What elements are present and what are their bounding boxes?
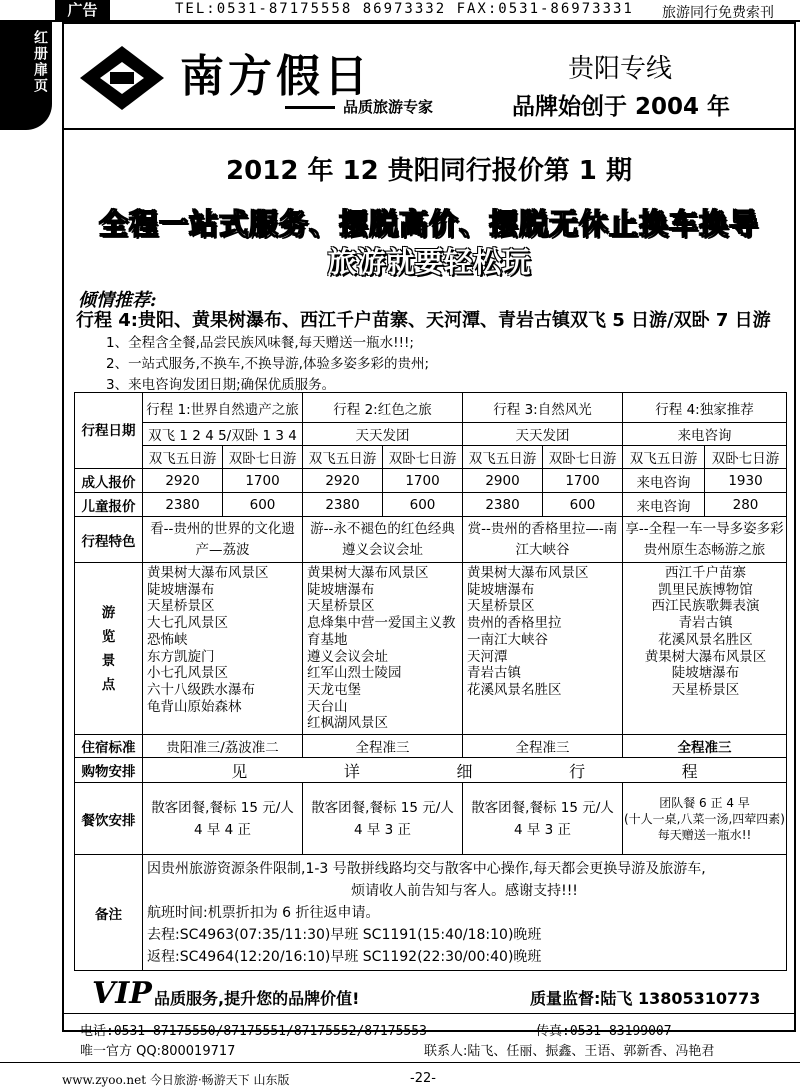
remark-line: 烦请收人前告知与客人。感谢支持!!!: [351, 882, 578, 899]
meal-text: (十人一桌,八菜一汤,四荤四素): [624, 811, 785, 826]
child-price: 2380: [303, 493, 383, 517]
spot-item: 黄果树大瀑布风景区: [147, 565, 269, 581]
row-label-spots: 游览景点: [75, 563, 143, 735]
child-price: 2380: [463, 493, 543, 517]
spot-item: 陡坡塘瀑布: [467, 581, 535, 598]
mode-cell: 双飞五日游: [143, 446, 223, 469]
meal-plan: [463, 783, 623, 855]
mode-cell: 双飞五日游: [463, 446, 543, 469]
meal-plan: [303, 783, 463, 855]
trip-name: 行程 1:世界自然遗产之旅: [143, 393, 303, 423]
spot-item: 天台山: [307, 698, 348, 715]
adult-price: 2900: [463, 469, 543, 493]
hotel-standard: 贵阳准三/荔波准二: [143, 735, 303, 758]
phone-numbers: 电话:0531-87175550/87175551/87175552/87175553: [80, 1024, 427, 1039]
spot-item: 天河潭: [467, 648, 508, 665]
spot-item: 天龙屯堡: [307, 681, 361, 698]
info-divider: [62, 1013, 796, 1014]
spot-item: 遵义会议会址: [307, 648, 388, 665]
spot-item: 黄果树大瀑布风景区: [644, 648, 767, 665]
adult-price: 1930: [705, 469, 787, 493]
trip-feature: 看--贵州的世界的文化遗产—荔波: [143, 517, 303, 563]
line-title: 贵阳专线: [568, 54, 673, 84]
meal-plan: [623, 783, 787, 855]
page-number: -22-: [410, 1071, 436, 1086]
adult-price: 1700: [543, 469, 623, 493]
remarks-cell: [143, 855, 787, 971]
recommend-label: 倾情推荐:: [78, 290, 157, 311]
meal-text: 散客团餐,餐标 15 元/人: [471, 799, 614, 816]
child-price: 280: [705, 493, 787, 517]
brand-name: 南方假日: [180, 51, 372, 102]
header-divider: [62, 128, 796, 130]
hotel-standard: 全程准三: [303, 735, 463, 758]
meal-text: 4 早 3 正: [513, 821, 572, 838]
spot-item: 天星桥景区: [671, 681, 740, 698]
side-tab: [0, 22, 52, 130]
row-label-adult: 成人报价: [75, 469, 143, 493]
spot-item: 息烽集中营一爱国主义教: [307, 615, 456, 632]
shopping-char: 见: [231, 761, 248, 781]
shopping-char: 详: [343, 761, 360, 781]
spot-item: 青岩古镇: [467, 665, 521, 682]
spot-item: 小七孔风景区: [147, 665, 228, 682]
child-price: 600: [383, 493, 463, 517]
child-price: 2380: [143, 493, 223, 517]
mode-cell: 双卧七日游: [223, 446, 303, 469]
trip-feature: 赏--贵州的香格里拉—-南江大峡谷: [463, 517, 623, 563]
spot-item: 东方凯旋门: [147, 648, 215, 665]
spots-list: [303, 563, 463, 735]
row-label-child: 儿童报价: [75, 493, 143, 517]
recommend-note: 2、一站式服务,不换车,不换导游,体验多姿多彩的贵州;: [106, 356, 430, 372]
row-label-shopping: 购物安排: [75, 758, 143, 783]
brand-logo-icon: [72, 38, 172, 118]
spot-item: 黄果树大瀑布风景区: [307, 565, 429, 581]
remark-line: 去程:SC4963(07:35/11:30)早班 SC1191(15:40/18:10)晚班: [147, 926, 542, 943]
spot-item: 凯里民族博物馆: [658, 581, 753, 598]
spot-item: 大七孔风景区: [147, 615, 228, 632]
official-qq: 唯一官方 QQ:800019717: [80, 1044, 236, 1059]
trip-dates: 双飞 1 2 4 5/双卧 1 3 4: [143, 423, 303, 446]
spots-list: [623, 563, 787, 735]
spot-item: 育基地: [307, 631, 348, 648]
recommend-route: 行程 4:贵阳、黄果树瀑布、西江千户苗寨、天河潭、青岩古镇双飞 5 日游/双卧 7 日游: [76, 310, 771, 331]
spot-item: 黄果树大瀑布风景区: [467, 565, 589, 581]
child-price: 600: [543, 493, 623, 517]
mode-cell: 双飞五日游: [303, 446, 383, 469]
spot-item: 龟背山原始森林: [147, 698, 242, 715]
remark-line: 航班时间:机票折扣为 6 折往返申请。: [147, 904, 380, 921]
footer-site: www.zyoo.net 今日旅游·畅游天下 山东版: [62, 1073, 290, 1087]
shopping-char: 细: [456, 761, 473, 781]
row-label-feature: 行程特色: [75, 517, 143, 563]
trip-name: 行程 3:自然风光: [463, 393, 623, 423]
contact-persons: 联系人:陆飞、任丽、振鑫、王语、郭新香、冯艳君: [424, 1044, 715, 1059]
spot-item: 陡坡塘瀑布: [307, 581, 375, 598]
remark-line: 返程:SC4964(12:20/16:10)早班 SC1192(22:30/00:40)晚班: [147, 948, 542, 965]
spot-item: 陡坡塘瀑布: [671, 665, 740, 682]
spot-item: 一南江大峡谷: [467, 631, 548, 648]
adult-price: 来电咨询: [623, 469, 705, 493]
shopping-char: 程: [681, 761, 698, 781]
row-label-hotel: 住宿标准: [75, 735, 143, 758]
adult-price: 1700: [223, 469, 303, 493]
trip-feature: 享--全程一车一导多姿多彩贵州原生态畅游之旅: [623, 517, 787, 563]
spots-list: [143, 563, 303, 735]
meal-text: 4 早 4 正: [193, 821, 252, 838]
hero-line-1: 全程一站式服务、摆脱高价、摆脱无休止换车换导: [98, 207, 759, 241]
quality-supervisor: 质量监督:陆飞 13805310773: [530, 989, 761, 1008]
meal-text: 散客团餐,餐标 15 元/人: [151, 799, 294, 816]
meal-text: 团队餐 6 正 4 早: [659, 795, 750, 810]
adult-price: 2920: [303, 469, 383, 493]
spot-item: 陡坡塘瀑布: [147, 581, 215, 598]
spot-item: 天星桥景区: [307, 598, 375, 615]
spot-item: 天星桥景区: [467, 598, 535, 615]
spot-item: 红军山烈士陵园: [307, 665, 402, 682]
recommend-note: 1、全程含全餐,品尝民族风味餐,每天赠送一瓶水!!!;: [106, 335, 414, 351]
row-label-remarks: 备注: [75, 855, 143, 971]
spot-item: 花溪风景名胜区: [658, 631, 753, 648]
spot-item: 贵州的香格里拉: [467, 615, 562, 632]
issue-title: 2012 年 12 贵阳同行报价第 1 期: [226, 156, 632, 186]
mode-cell: 双卧七日游: [705, 446, 787, 469]
footer-divider: [0, 1062, 800, 1063]
row-label-meals: 餐饮安排: [75, 783, 143, 855]
hero-line-2: 旅游就要轻松玩: [327, 245, 531, 279]
trip-feature: 游--永不褪色的红色经典遵义会议会址: [303, 517, 463, 563]
trip-dates: 天天发团: [463, 423, 623, 446]
row-label-itinerary: 行程日期: [75, 393, 143, 469]
trip-dates: 来电咨询: [623, 423, 787, 446]
top-contact: TEL:0531-87175558 86973332 FAX:0531-86973331: [175, 1, 634, 17]
vip-mark: VIP: [92, 976, 152, 1011]
spot-item: 青岩古镇: [678, 615, 733, 632]
child-price: 600: [223, 493, 303, 517]
meal-text: 散客团餐,餐标 15 元/人: [311, 799, 454, 816]
spot-item: 天星桥景区: [147, 598, 215, 615]
meal-plan: [143, 783, 303, 855]
fax-number: 传真:0531-83199007: [536, 1024, 672, 1039]
spot-item: 恐怖峡: [147, 631, 188, 648]
spot-item: 六十八级跌水瀑布: [147, 681, 255, 698]
meal-text: 4 早 3 正: [353, 821, 412, 838]
trip-name: 行程 4:独家推荐: [623, 393, 787, 423]
spots-list: [463, 563, 623, 735]
magazine-name: 旅游同行免费索刊: [662, 5, 774, 21]
brand-slogan: 品质旅游专家: [285, 96, 433, 117]
hotel-standard: 全程准三: [623, 735, 787, 758]
adult-price: 2920: [143, 469, 223, 493]
brand-since: 品牌始创于 2004 年: [512, 94, 731, 120]
meal-text: 每天赠送一瓶水!!: [657, 827, 752, 842]
shopping-char: 行: [569, 761, 586, 781]
shopping-note: [143, 758, 787, 783]
spot-item: 西江千户苗寨: [665, 565, 746, 581]
spot-item: 花溪风景名胜区: [467, 681, 562, 698]
spot-item: 红枫湖风景区: [307, 715, 388, 732]
child-price: 来电咨询: [623, 493, 705, 517]
vip-tagline: 品质服务,提升您的品牌价值!: [154, 989, 360, 1008]
trip-dates: 天天发团: [303, 423, 463, 446]
mode-cell: 双飞五日游: [623, 446, 705, 469]
mode-cell: 双卧七日游: [543, 446, 623, 469]
ad-label: 广告: [55, 0, 110, 20]
hotel-standard: 全程准三: [463, 735, 623, 758]
trip-name: 行程 2:红色之旅: [303, 393, 463, 423]
side-tab-label: 红册扉页: [32, 30, 48, 94]
spot-item: 西江民族歌舞表演: [651, 598, 760, 615]
mode-cell: 双卧七日游: [383, 446, 463, 469]
adult-price: 1700: [383, 469, 463, 493]
recommend-note: 3、来电咨询发团日期;确保优质服务。: [106, 377, 336, 393]
price-table: [74, 392, 787, 971]
remark-line: 因贵州旅游资源条件限制,1-3 号散拼线路均交与散客中心操作,每天都会更换导游及旅游车,: [147, 860, 706, 877]
